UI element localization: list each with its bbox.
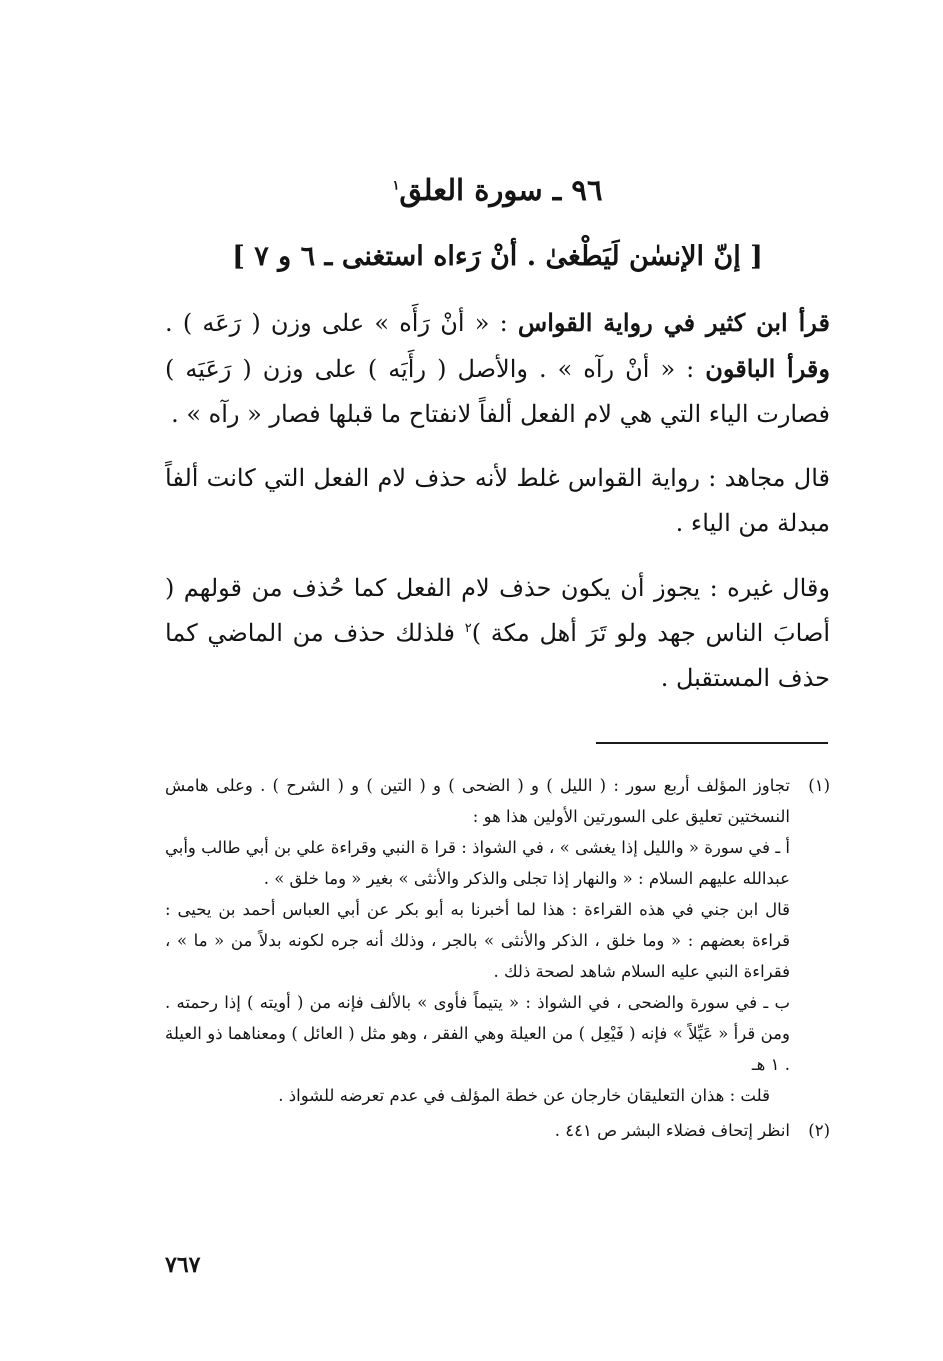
footnote-ref-2: ٢ <box>464 621 472 636</box>
paragraph-text: فلذلك حذف من الماضي كما حذف المستقبل . <box>165 619 830 692</box>
footnote-1 <box>165 770 830 1111</box>
paragraph-text: : « أنْ رَأَه » على وزن ( رَعَه ) . <box>165 309 518 337</box>
footnote-number: (١) <box>808 776 830 795</box>
paragraph-text: وقال غيره : يجوز أن يكون حذف لام الفعل كما حُذف من قولهم ( أصابَ الناس جهد ولو تَرَ أهل مكة ) <box>165 574 830 647</box>
verse-reference: [ إنّ الإنسٰن لَيَطْغىٰ . أنْ رَءاه استغنى ـ ٦ و ٧ ] <box>232 241 763 272</box>
footnote-line: ب ـ في سورة والضحى ، في الشواذ : « يتيماً فأوى » بالألف فإنه من ( أويته ) إذا رحمته . ومن قرأ « عَيِّلاً » فإنه ( فَيْعِل ) من العيلة وهي الفقر ، وهو مثل ( العائل ) ومعناهما ذو العيلة . ١ هـ <box>165 993 790 1074</box>
reader-name-others: وقرأ الباقون <box>705 354 830 383</box>
footnotes <box>165 770 830 1146</box>
heading-dash: ـ <box>552 173 562 207</box>
footnote-number: (٢) <box>808 1121 830 1140</box>
paragraph-text: : « أنْ رآه » . والأصل ( رأَيَه ) على وزن ( رَعَيَه ) فصارت الياء التي هي لام الفعل ألفاً لانفتاح ما قبلها فصار « رآه » . <box>165 355 830 428</box>
page-number: ٧٦٧ <box>165 1252 201 1278</box>
paragraph-mujahid <box>165 456 830 546</box>
footnote-2 <box>165 1115 830 1146</box>
footnote-line: قال ابن جني في هذه القراءة : هذا لما أخبرنا به أبو بكر عن أبي العباس أحمد بن يحيى : قراءة بعضهم : « وما خلق ، الذكر والأنثى » بالجر ، وذلك أنه جره لكونه بدلاً من « ما » ، فقراءة النبي عليه السلام شاهد لصحة ذلك . <box>165 900 790 981</box>
paragraph-other-opinion <box>165 566 830 701</box>
footnote-line: قلت : هذان التعليقان خارجان عن خطة المؤلف في عدم تعرضه للشواذ . <box>278 1086 770 1105</box>
footnote-ref-1: ١ <box>392 178 400 194</box>
footnote-line: تجاوز المؤلف أربع سور : ( الليل ) و ( الضحى ) و ( التين ) و ( الشرح ) . وعلى هامش النسختين تعليق على السورتين الأولين هذا هو : <box>165 776 790 826</box>
surah-heading <box>165 168 830 212</box>
reader-name-ibn-kathir: قرأ ابن كثير في رواية القواس <box>517 308 830 337</box>
surah-title: سورة العلق <box>399 173 543 207</box>
paragraph-reading <box>165 300 830 437</box>
paragraph-text: قال مجاهد : رواية القواس غلط لأنه حذف لام الفعل التي كانت ألفاً مبدلة من الياء . <box>165 464 830 537</box>
footnote-divider <box>596 742 828 746</box>
surah-number: ٩٦ <box>571 173 603 207</box>
footnote-line: أ ـ في سورة « والليل إذا يغشى » ، في الشواذ : قرا ة النبي وقراءة علي بن أبي طالب وأبي عبدالله عليهم السلام : « والنهار إذا تجلى والذكر والأنثى » بغير « وما خلق » . <box>165 838 790 888</box>
footnote-line: انظر إتحاف فضلاء البشر ص ٤٤١ . <box>554 1121 790 1140</box>
